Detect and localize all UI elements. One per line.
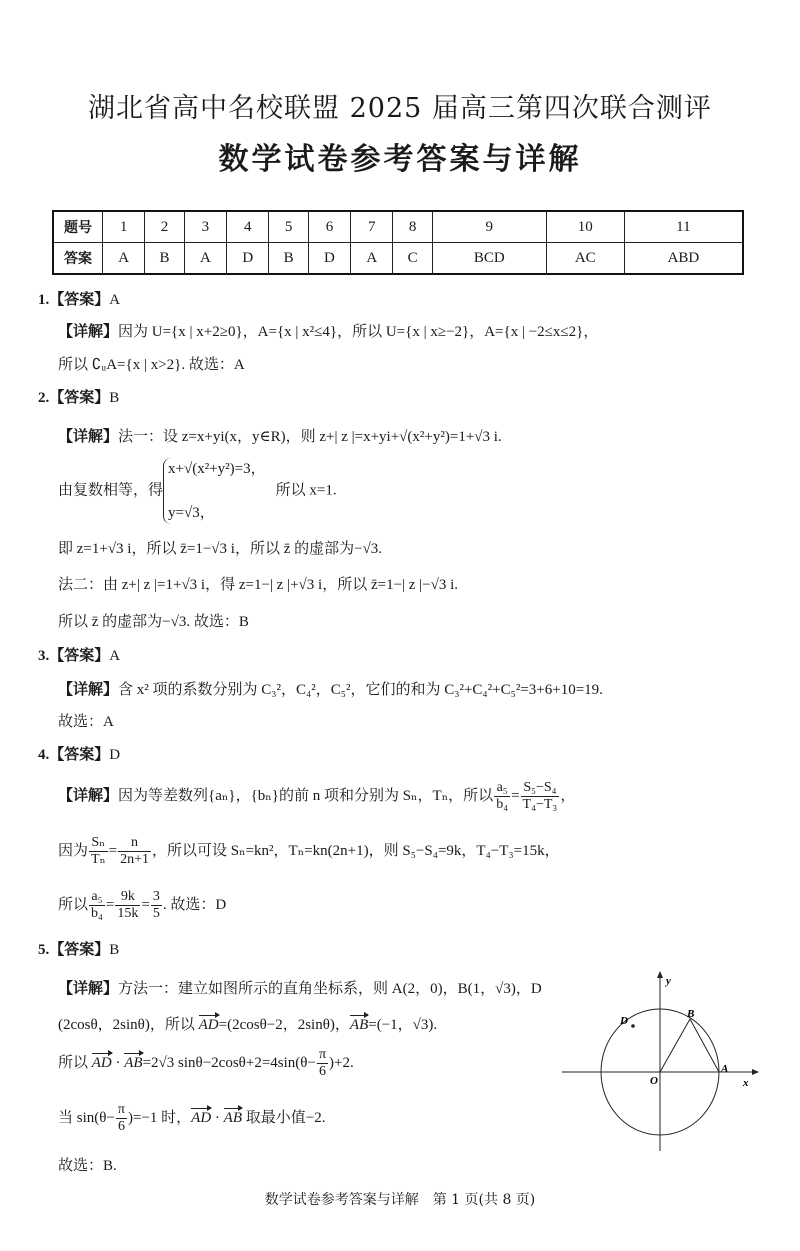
answer-cell: A bbox=[103, 243, 145, 275]
answer-cell: A bbox=[184, 243, 226, 275]
vector-ad: AD bbox=[191, 1109, 212, 1126]
question-number-cell: 11 bbox=[624, 211, 743, 243]
document-subtitle: 数学试卷参考答案与详解 bbox=[218, 142, 582, 177]
dot: · bbox=[211, 1109, 224, 1126]
vector-ab: AB bbox=[223, 1109, 242, 1126]
numerator: n bbox=[118, 835, 151, 852]
fraction bbox=[116, 1102, 127, 1135]
detail-label: 【详解】 bbox=[58, 682, 119, 698]
detail-text: 含 x² 项的系数分别为 C₃²，C₄²，C₅²，它们的和为 C₃²+C₄²+C₅²=3+6+10=19. bbox=[118, 682, 603, 698]
question-number-cell: 2 bbox=[145, 211, 184, 243]
text: =(2cosθ−2，2sinθ)， bbox=[218, 1017, 350, 1033]
q2-line3: 即 z=1+√3 i，所以 z̄=1−√3 i，所以 z̄ 的虚部为−√3. bbox=[58, 541, 383, 557]
numerator: S₅−S₄ bbox=[521, 780, 560, 797]
text: =2√3 sinθ−2cosθ+2=4sin(θ− bbox=[142, 1054, 316, 1071]
answer-value: D bbox=[109, 747, 121, 763]
x-axis-arrow-icon bbox=[752, 1069, 759, 1075]
q2-detail bbox=[58, 425, 502, 446]
answer-cell: ABD bbox=[624, 243, 743, 275]
text: 所以 bbox=[58, 896, 89, 913]
answer-label: 5.【答案】 bbox=[38, 942, 110, 958]
equation-1: x+√(x²+y²)=3， bbox=[168, 461, 266, 477]
answer-cell: B bbox=[269, 243, 308, 275]
denominator: 6 bbox=[318, 1064, 326, 1079]
text: 当 sin(θ− bbox=[58, 1109, 115, 1126]
question-number-cell: 1 bbox=[103, 211, 145, 243]
answer-value: A bbox=[109, 648, 121, 664]
text: 所以 bbox=[58, 1054, 92, 1071]
detail-label: 【详解】 bbox=[58, 429, 119, 445]
numerator: 3 bbox=[152, 889, 160, 904]
fraction bbox=[89, 889, 105, 922]
text: 由复数相等，得 bbox=[58, 482, 164, 499]
fraction bbox=[494, 780, 510, 813]
numerator: π bbox=[318, 1047, 327, 1062]
point-d-label: D bbox=[620, 1015, 628, 1027]
answer-label: 2.【答案】 bbox=[38, 390, 110, 406]
text: 因为 bbox=[58, 842, 89, 859]
numerator: a₅ bbox=[89, 889, 105, 906]
text: ，所以可设 Sₙ=kn²，Tₙ=kn(2n+1)，则 S₅−S₄=9k，T₄−T₃=15k， bbox=[152, 842, 560, 859]
q5-detail bbox=[58, 977, 542, 998]
page-footer: 数学试卷参考答案与详解 第 1 页(共 8 页) bbox=[264, 1192, 536, 1208]
q5-line4 bbox=[58, 1102, 325, 1135]
numerator: 9k bbox=[115, 889, 140, 906]
point-b-label: B bbox=[687, 1008, 695, 1020]
numerator: a₅ bbox=[494, 780, 510, 797]
dot: · bbox=[111, 1054, 125, 1071]
answer-label: 4.【答案】 bbox=[38, 747, 110, 763]
answer-cell: D bbox=[227, 243, 269, 275]
text: =(−1，√3). bbox=[368, 1017, 438, 1033]
question-number-cell: 3 bbox=[184, 211, 226, 243]
detail-label: 【详解】 bbox=[58, 981, 119, 997]
detail-text: 方法一：建立如图所示的直角坐标系，则 A(2，0)，B(1，√3)，D bbox=[118, 981, 542, 997]
q4-detail: 【详解】因为等差数列{aₙ}，{bₙ}的前 n 项和分别为 Sₙ，Tₙ，所以 $\frac{\text{a₅}}{\text{b₄}}$ = $\frac{\text{S₅−S₄}}{\text{T₄−T₃}}$ ， bbox=[58, 780, 576, 812]
fraction bbox=[317, 1047, 328, 1080]
row-label: 题号 bbox=[53, 211, 103, 243]
vector-ad: AD bbox=[91, 1054, 112, 1071]
detail-text: 因为 U={x | x+2≥0}，A={x | x²≤4}，所以 U={x | x≥−2}，A={x | −2≤x≤2}， bbox=[118, 324, 599, 340]
q5-answer bbox=[38, 938, 119, 959]
denominator: 5 bbox=[152, 906, 160, 921]
answer-cell: C bbox=[393, 243, 432, 275]
q1-answer bbox=[38, 288, 120, 309]
q3-detail bbox=[58, 678, 603, 699]
vector-ab: AB bbox=[349, 1017, 369, 1033]
detail-text: 法一：设 z=x+yi(x，y∈R)，则 z+| z |=x+yi+√(x²+y²)=1+√3 i. bbox=[118, 429, 502, 445]
question-number-cell: 6 bbox=[308, 211, 350, 243]
denominator: b₄ bbox=[496, 797, 509, 812]
exam-title: 湖北省高中名校联盟 2025 届高三第四次联合测评 bbox=[88, 93, 712, 124]
text: . 故选：D bbox=[162, 896, 227, 913]
answer-cell: BCD bbox=[432, 243, 546, 275]
q1-detail bbox=[58, 320, 598, 341]
q3-conclusion: 故选：A bbox=[58, 714, 114, 730]
text: (2cosθ，2sinθ)，所以 bbox=[58, 1017, 199, 1033]
numerator: π bbox=[117, 1102, 125, 1117]
detail-label: 【详解】 bbox=[58, 787, 119, 804]
denominator: 6 bbox=[117, 1119, 125, 1134]
x-label: x bbox=[743, 1077, 749, 1089]
answer-label: 1.【答案】 bbox=[38, 292, 110, 308]
q5-line2 bbox=[58, 1013, 437, 1034]
detail-label: 【详解】 bbox=[58, 324, 119, 340]
fraction bbox=[89, 835, 108, 868]
denominator: T₄−T₃ bbox=[522, 797, 558, 812]
denominator: Tₙ bbox=[91, 852, 106, 867]
question-number-cell: 9 bbox=[432, 211, 546, 243]
fraction bbox=[151, 889, 162, 922]
question-number-row bbox=[53, 211, 743, 243]
coordinate-figure bbox=[556, 968, 760, 1153]
answer-value: A bbox=[109, 292, 121, 308]
answer-row bbox=[53, 243, 743, 275]
text: )+2. bbox=[329, 1054, 354, 1071]
denominator: 15k bbox=[117, 906, 139, 921]
text: )=−1 时， bbox=[127, 1109, 192, 1126]
row-label: 答案 bbox=[53, 243, 103, 275]
answer-cell: AC bbox=[546, 243, 624, 275]
q2-method2: 法二：由 z+| z |=1+√3 i，得 z=1−| z |+√3 i，所以 z̄=1−| z |−√3 i. bbox=[58, 577, 459, 593]
answer-value: B bbox=[109, 942, 120, 958]
origin-label: O bbox=[650, 1075, 658, 1087]
q4-line3: 所以 $\frac{\text{a₅}}{\text{b₄}}$ = $\frac{9k}{15k}$ = $\frac{3}{5}$ . 故选：D bbox=[58, 889, 227, 921]
y-axis-arrow-icon bbox=[657, 971, 663, 978]
answer-label: 3.【答案】 bbox=[38, 648, 110, 664]
q5-conclusion: 故选：B. bbox=[58, 1158, 117, 1174]
vector-ad: AD bbox=[198, 1017, 219, 1033]
text: 所以 x=1. bbox=[275, 482, 337, 499]
answer-value: B bbox=[109, 390, 120, 406]
q2-answer bbox=[38, 386, 119, 407]
point-a-label: A bbox=[721, 1063, 729, 1075]
answer-table bbox=[52, 210, 744, 275]
text: 取最小值−2. bbox=[241, 1109, 326, 1126]
denominator: b₄ bbox=[91, 906, 103, 921]
q4-line2: 因为 $\frac{\text{Sₙ}}{\text{Tₙ}}$ = $\frac{n}{2n+1}$ ，所以可设 Sₙ=kn²，Tₙ=kn(2n+1)，则 S₅−S₄=9k，T₄−T₃=15k， bbox=[58, 835, 560, 867]
y-label: y bbox=[666, 975, 671, 987]
question-number-cell: 7 bbox=[351, 211, 393, 243]
q2-system bbox=[58, 458, 337, 524]
q4-answer bbox=[38, 743, 120, 764]
q2-conclusion: 所以 z̄ 的虚部为−√3. 故选：B bbox=[58, 614, 249, 630]
answer-cell: B bbox=[145, 243, 184, 275]
equation-2: y=√3， bbox=[168, 505, 215, 521]
answer-cell: D bbox=[308, 243, 350, 275]
answer-cell: A bbox=[351, 243, 393, 275]
q5-line3 bbox=[58, 1047, 354, 1080]
fraction bbox=[118, 835, 151, 868]
question-number-cell: 10 bbox=[546, 211, 624, 243]
denominator: 2n+1 bbox=[120, 852, 149, 867]
point-d bbox=[631, 1024, 635, 1028]
vector-ab: AB bbox=[124, 1054, 143, 1071]
fraction bbox=[115, 889, 140, 922]
q1-conclusion: 所以 ∁ᵤA={x | x>2}. 故选：A bbox=[58, 357, 245, 373]
question-number-cell: 4 bbox=[227, 211, 269, 243]
question-number-cell: 5 bbox=[269, 211, 308, 243]
q3-answer bbox=[38, 644, 120, 665]
numerator: Sₙ bbox=[89, 835, 108, 852]
detail-text: 因为等差数列{aₙ}，{bₙ}的前 n 项和分别为 Sₙ，Tₙ，所以 bbox=[118, 787, 494, 804]
fraction bbox=[521, 780, 560, 813]
question-number-cell: 8 bbox=[393, 211, 432, 243]
equation-system bbox=[163, 458, 266, 524]
triangle-oba bbox=[660, 1019, 719, 1072]
